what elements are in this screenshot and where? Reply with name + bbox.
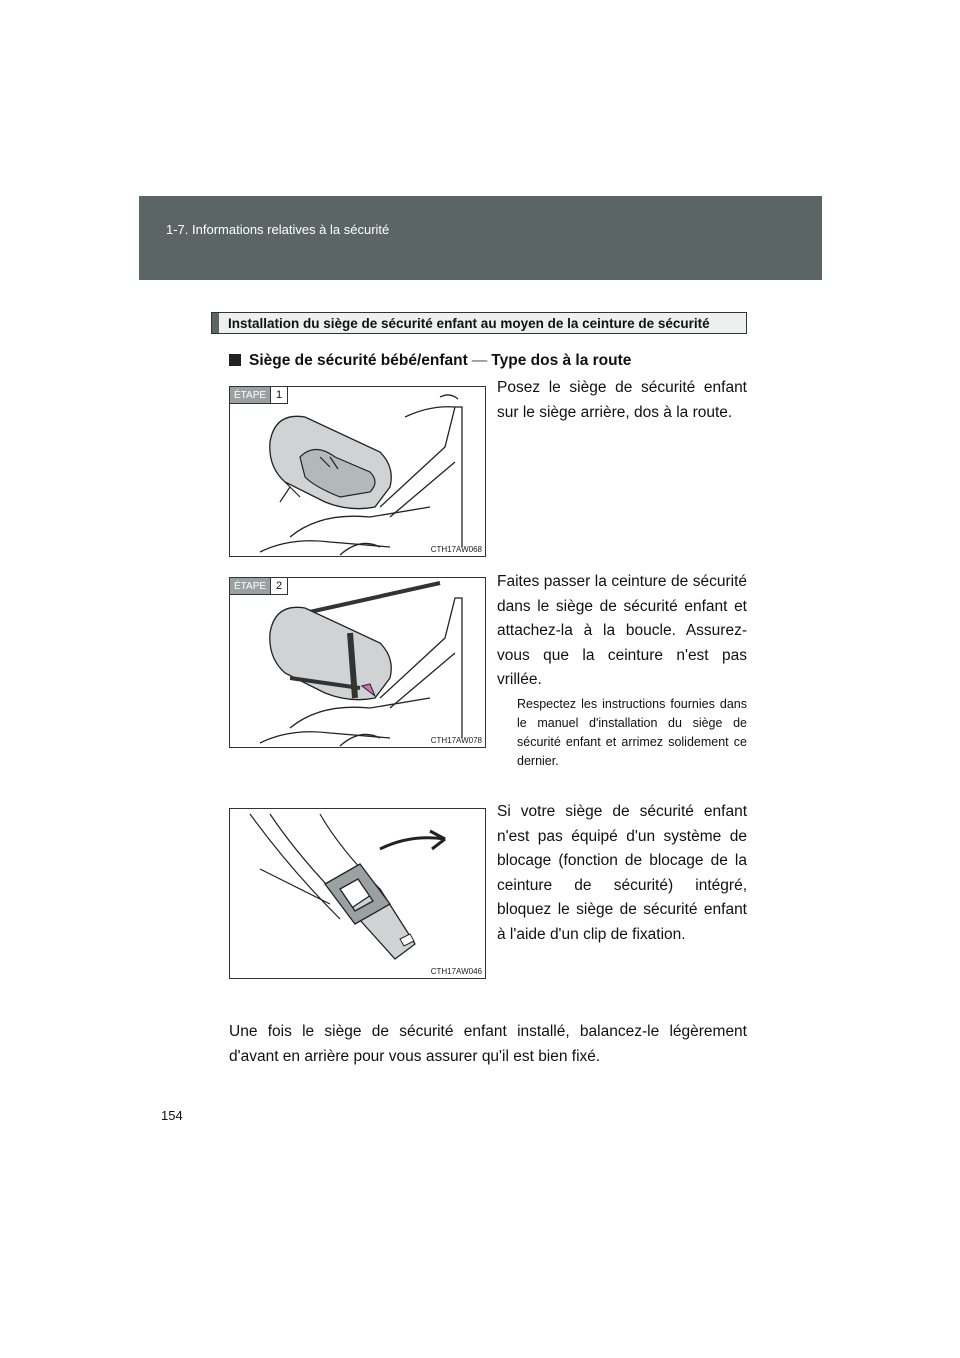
footer-paragraph: Une fois le siège de sécurité enfant installé, balancez-le légèrement d'avant en arrière pour vous assurer qu'il est bien fixé.: [229, 1023, 747, 1065]
subheading: [229, 352, 631, 370]
step-label: ÉTAPE: [230, 578, 270, 594]
figure-code: CTH17AW078: [430, 736, 482, 745]
step-label: ÉTAPE: [230, 387, 270, 403]
header-band: [139, 196, 822, 280]
subheading-main: Siège de sécurité bébé/enfant: [249, 352, 468, 369]
figure-clip: [229, 808, 486, 979]
figure-step-2: [229, 577, 486, 748]
figure-code: CTH17AW046: [430, 967, 482, 976]
locking-clip-illustration: [230, 809, 486, 979]
subheading-type: Type dos à la route: [491, 352, 632, 369]
belt-through-child-seat-illustration: [230, 578, 486, 748]
section-title-box: [211, 312, 747, 334]
section-title: Installation du siège de sécurité enfant au moyen de la ceinture de sécurité: [228, 316, 710, 331]
section-title-accent: [212, 313, 219, 333]
step-badge-2: [230, 578, 288, 595]
page-number: 154: [161, 1108, 183, 1123]
step-1-text: Posez le siège de sécurité enfant sur le siège arrière, dos à la route.: [497, 379, 747, 421]
square-bullet-icon: [229, 354, 241, 366]
step-2-text: Faites passer la ceinture de sécurité dans le siège de sécurité enfant et attachez-la à la boucle. Assurez-vous que la ceinture n'est pas vrillée.: [497, 573, 747, 688]
clip-text: Si votre siège de sécurité enfant n'est pas équipé d'un système de blocage (fonction de blocage de la ceinture de sécurité) intégré, bloquez le siège de sécurité enfant à l'aide d'un clip de fixation.: [497, 803, 747, 943]
step-2-note: Respectez les instructions fournies dans le manuel d'installation du siège de sécurité enfant et arrimez solidement ce dernier.: [517, 697, 747, 768]
child-seat-rear-facing-illustration: [230, 387, 486, 557]
step-badge-1: [230, 387, 288, 404]
subheading-dash: —: [471, 352, 488, 369]
step-number: 2: [270, 578, 287, 594]
figure-step-1: [229, 386, 486, 557]
step-number: 1: [270, 387, 287, 403]
figure-code: CTH17AW068: [430, 545, 482, 554]
breadcrumb: 1-7. Informations relatives à la sécurité: [166, 222, 390, 237]
